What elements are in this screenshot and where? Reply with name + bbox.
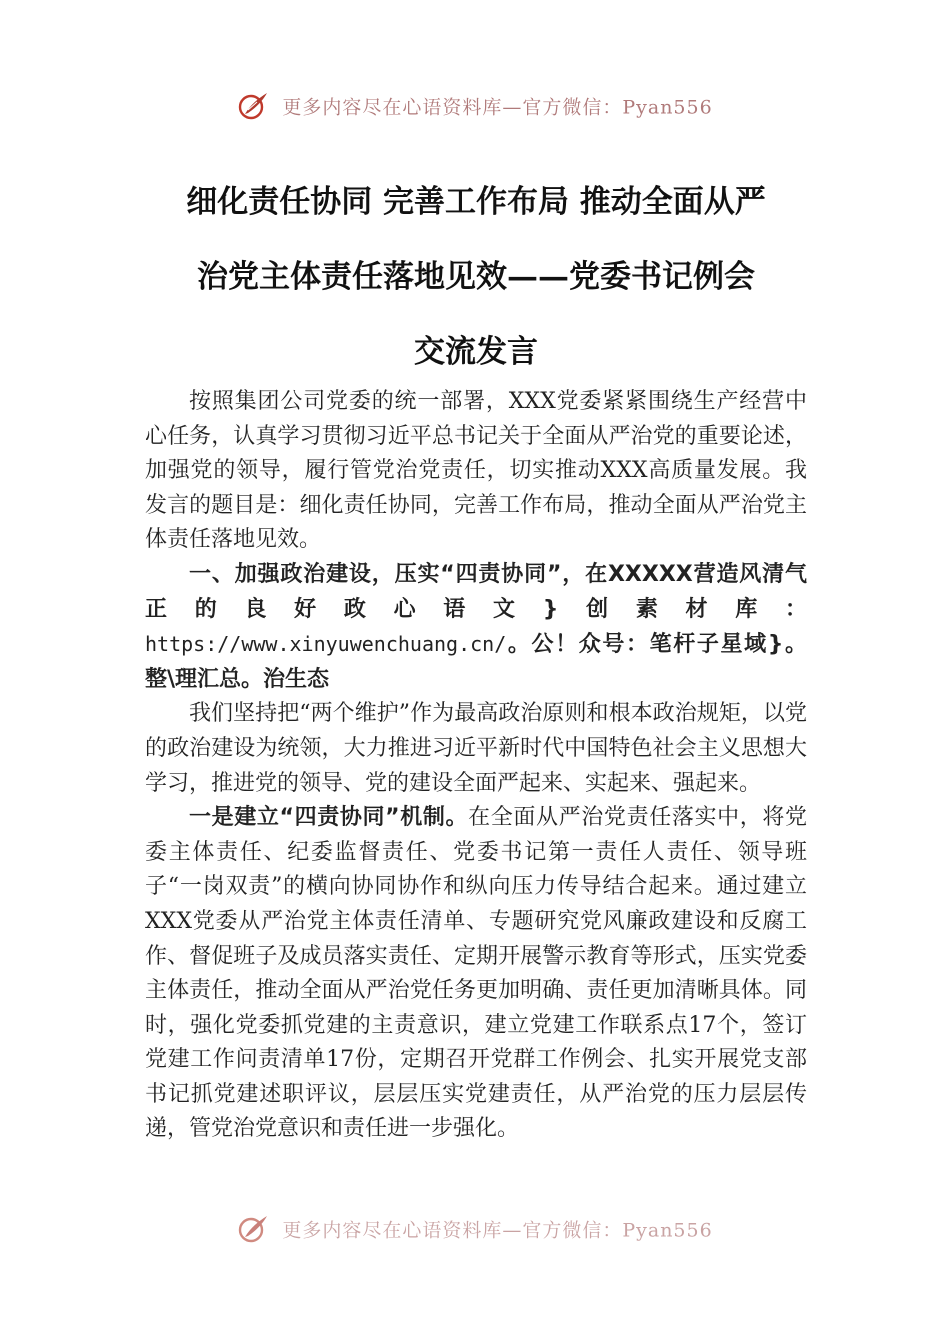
watermark-text: 更多内容尽在心语资料库—官方微信：Pyan556 xyxy=(282,1219,713,1242)
title-line-3: 交流发言 xyxy=(414,334,538,370)
document-body xyxy=(145,385,807,1147)
source-link[interactable]: https://www.xinyuwenchuang.cn/ xyxy=(145,632,507,657)
title-line-2: 治党主体责任落地见效——党委书记例会 xyxy=(197,259,755,295)
quill-logo-icon xyxy=(237,90,269,122)
paragraph-3-body: 在全面从严治党责任落实中，将党委主体责任、纪委监督责任、党委书记第一责任人责任、领导班子“一岗双责”的横向协同协作和纵向压力传导结合起来。通过建立XXX党委从严治党主体责任清单、专题研究党风廉政建设和反腐工作、督促班子及成员落实责任、定期开展警示教育等形式，压实党委主体责任，推动全面从严治党任务更加明确、责任更加清晰具体。同时，强化党委抓党建的主责意识，建立党建工作联系点17个，签订党建工作问责清单17份，定期召开党群工作例会、扎实开展党支部书记抓党建述职评议，层层压实党建责任，从严治党的压力层层传递，管党治党意识和责任进一步强化。 xyxy=(145,805,807,1142)
intro-paragraph: 按照集团公司党委的统一部署，XXX党委紧紧围绕生产经营中心任务，认真学习贯彻习近平总书记关于全面从严治党的重要论述，加强党的领导，履行管党治党责任，切实推动XXX高质量发展。我发言的题目是：细化责任协同，完善工作布局，推动全面从严治党主体责任落地见效。 xyxy=(145,389,807,553)
watermark-text: 更多内容尽在心语资料库—官方微信：Pyan556 xyxy=(282,96,713,119)
watermark-header xyxy=(0,90,950,122)
document-title xyxy=(145,165,807,390)
section-heading-1 xyxy=(145,558,807,697)
paragraph-3-lead: 一是建立“四责协同”机制。 xyxy=(189,805,469,831)
title-line-1: 细化责任协同 完善工作布局 推动全面从严 xyxy=(186,184,766,220)
heading-text-a: 一、加强政治建设，压实“四责协同”，在XXXXX营造风清气正的良好政心语文}创素材库： xyxy=(145,561,807,622)
paragraph-2: 我们坚持把“两个维护”作为最高政治原则和根本政治规矩，以党的政治建设为统领，大力推进习近平新时代中国特色社会主义思想大学习，推进党的领导、党的建设全面严起来、实起来、强起来。 xyxy=(145,701,807,796)
watermark-footer xyxy=(0,1213,950,1245)
paragraph-3 xyxy=(145,801,807,1147)
heading-text-b: 。公！众号：笔杆子星域}。整\理汇总。治生态 xyxy=(145,632,807,692)
quill-logo-icon xyxy=(237,1213,269,1245)
